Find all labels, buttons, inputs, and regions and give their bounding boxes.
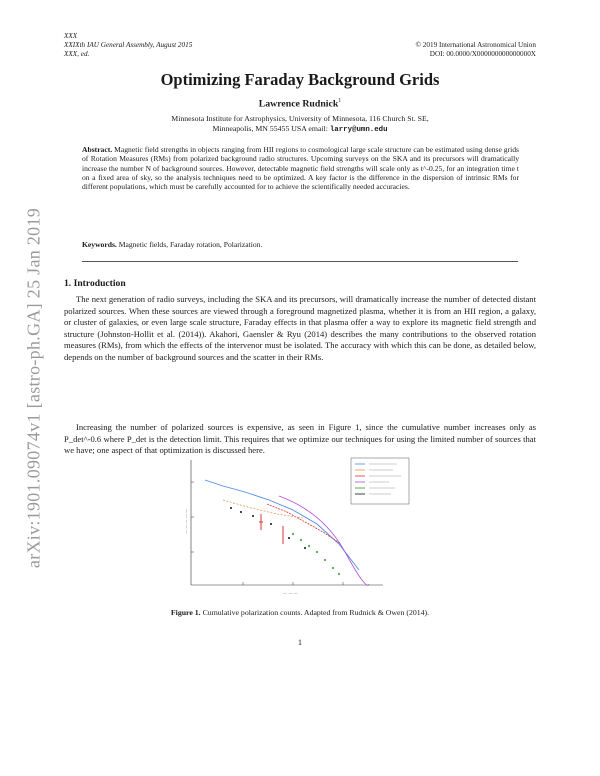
figure-caption-text: Cumulative polarization counts. Adapted from Rudnick & Owen (2014). — [202, 608, 430, 617]
running-header-right — [250, 41, 536, 59]
affiliation-line-2 — [70, 124, 530, 134]
author-name: Lawrence Rudnick — [258, 98, 339, 110]
figure-1-plot — [183, 452, 415, 595]
paragraph-1: The next generation of radio surveys, including the SKA and its precursors, will dramatically increase the number of detected distant polarized sources. When these sources are viewed through a foreground magnetized plasma, whether it is from an HII region, a galaxy, or cluster of galaxies, or even large scale structure, Faraday effects in that plasma offer a way to explore its magnetic field strength and structure (Johnston-Hollit et al. (2014)). Akahori, Gaensler & Ryu (2014) describes the many contributions to the observed rotation measures (RMs), from which the effects of the intervenor must be isolated. The accuracy with which this can be done, as detailed below, depends on the number of background sources and the scatter in their RMs. — [64, 294, 536, 362]
keywords — [82, 240, 519, 249]
page-number: 1 — [297, 638, 303, 647]
abstract — [82, 145, 519, 191]
figure-caption-label: Figure 1. — [170, 608, 201, 617]
header-rule — [82, 261, 518, 262]
keywords-label: Keywords. — [82, 240, 117, 249]
series-green-points — [292, 533, 340, 575]
arxiv-side-stamp: arXiv:1901.09074v1 [astro-ph.GA] 25 Jan 2019 — [23, 207, 44, 569]
header-meeting: XXIXth IAU General Assembly, August 2015 — [64, 41, 193, 49]
abstract-label: Abstract. — [82, 145, 113, 154]
plot-ticks — [191, 482, 343, 585]
plot-legend — [351, 458, 409, 504]
series-blue — [205, 480, 359, 570]
section-title: Introduction — [73, 278, 126, 289]
affiliation-line-1: Minnesota Institute for Astrophysics, University of Minnesota, 116 Church St. SE, — [171, 114, 429, 123]
header-volume: XXX — [64, 32, 78, 40]
author-line — [70, 98, 530, 109]
author-email[interactable]: larry@umn.edu — [329, 126, 388, 134]
affiliation-address: Minneapolis, MN 55455 USA email: — [212, 124, 330, 133]
keywords-text: Magnetic fields, Faraday rotation, Polarization. — [118, 240, 263, 249]
section-heading — [64, 278, 126, 289]
header-doi: DOI: 00.0000/X000000000000000X — [429, 50, 536, 58]
header-copyright: © 2019 International Astronomical Union — [415, 41, 536, 49]
running-header-left — [64, 32, 192, 59]
series-red-errorbars — [259, 514, 283, 544]
abstract-text: Magnetic field strengths in objects ranging from HII regions to cosmological large scale structure can be estimated using dense grids of Rotation Measures (RMs) from polarized background radio structures. Upcoming surveys on the SKA and its precursors will dramatically increase the number N of background sources. However, detectable magnetic field strengths will scale only as t^-0.25, for an integration time t on a fixed area of sky, so the analysis techniques need to be optimized. A key factor is the difference in the dispersion of intrinsic RMs for different populations, which must be carefully accounted for to achieve the scientifically needed accuracies. — [82, 145, 519, 192]
section-number: 1. — [64, 278, 72, 289]
series-black-points — [230, 507, 306, 549]
author-mark: 1 — [338, 98, 342, 104]
paragraph-2: Increasing the number of polarized sources is expensive, as seen in Figure 1, since the cumulative number increases only as P_det^-0.6 where P_det is the detection limit. This requires that we optimize our techniques for using the limited number of sources that we have; one aspect of that optimization is discussed here. — [64, 422, 536, 456]
paper-title: Optimizing Faraday Background Grids — [160, 70, 440, 89]
plot-y-label-glyph: — — — — — — [183, 508, 188, 534]
figure-caption — [64, 608, 536, 617]
series-red-dashed — [267, 504, 341, 544]
header-editor: XXX, ed. — [64, 50, 90, 58]
plot-x-label-glyph: — — — — [283, 590, 298, 595]
